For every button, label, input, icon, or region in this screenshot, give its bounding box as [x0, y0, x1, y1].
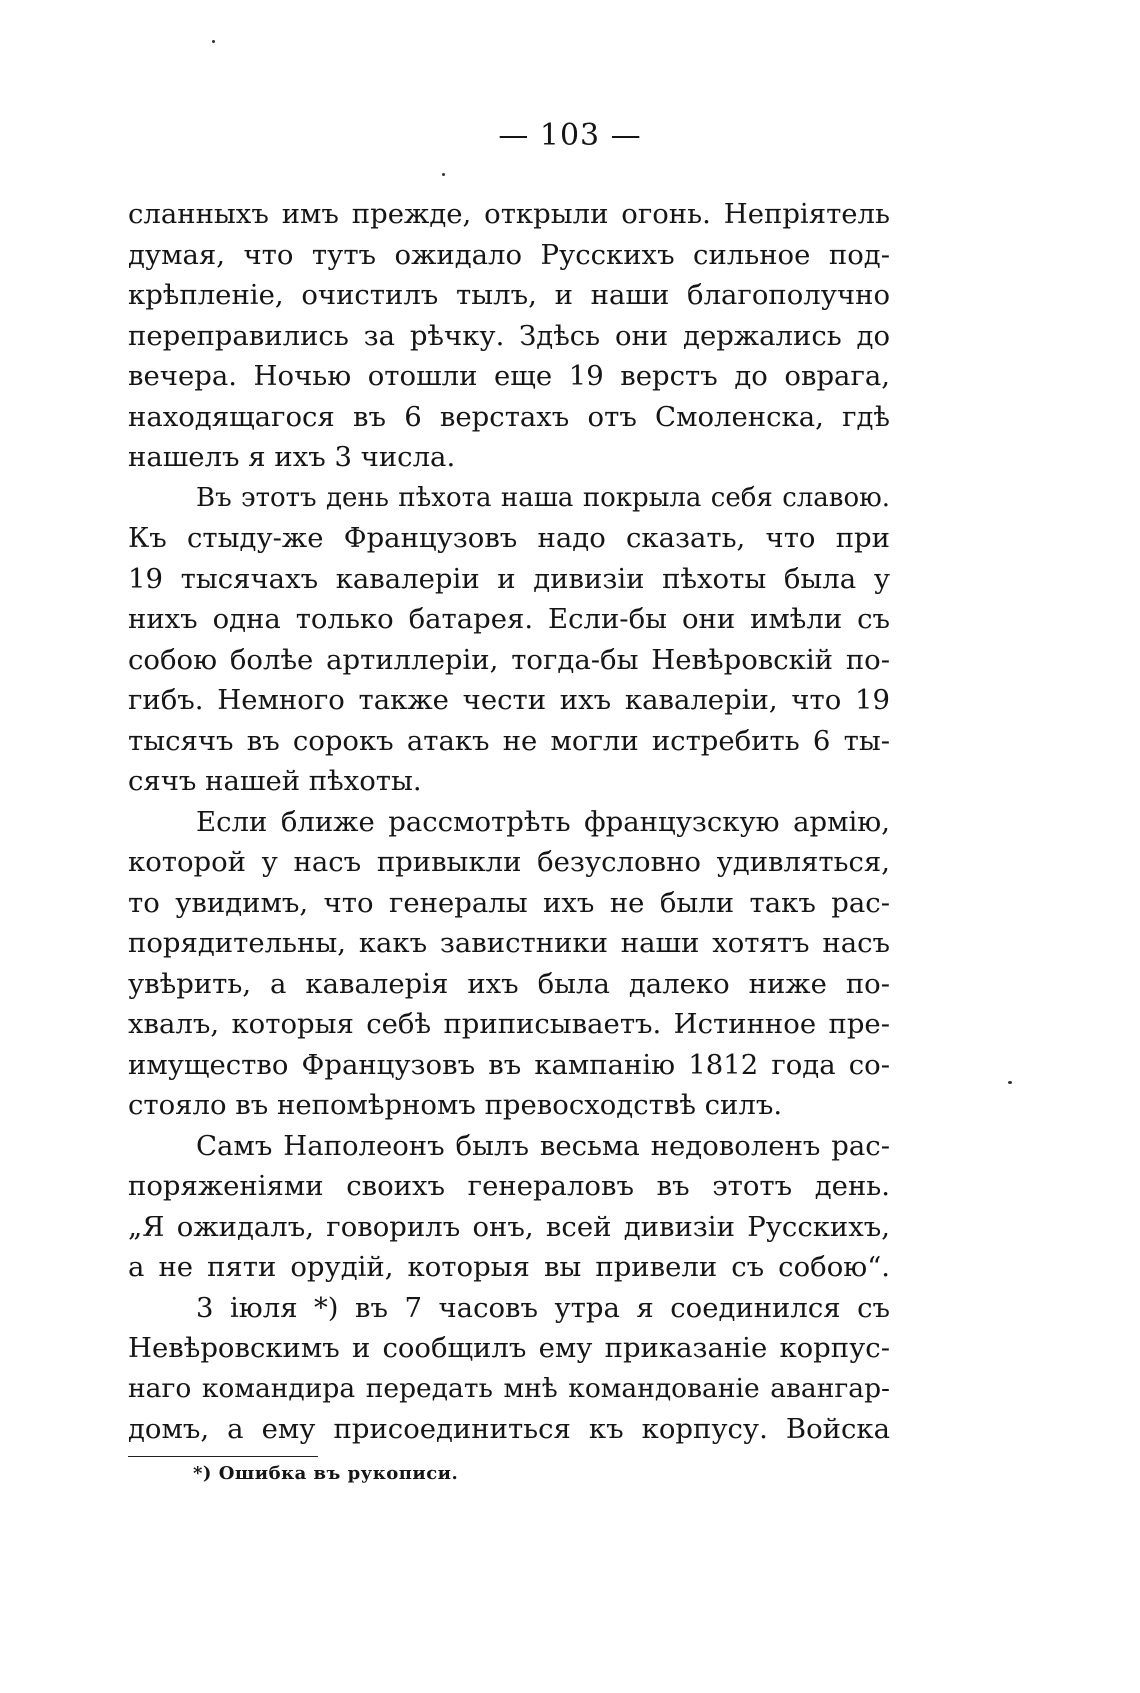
text-line: то увидимъ, что генералы ихъ не были такъ рас-: [128, 886, 890, 919]
scan-speck: [1008, 1081, 1012, 1084]
text-line: увѣрить, а кавалерія ихъ была далеко ниже по-: [128, 967, 890, 1000]
footnote: *) Ошибка въ рукописи.: [193, 1463, 459, 1484]
page-number: — 103 —: [498, 118, 642, 153]
text-line: „Я ожидалъ, говорилъ онъ, всей дивизіи Русскихъ,: [128, 1210, 890, 1243]
text-line: нашелъ я ихъ 3 числа.: [128, 441, 456, 473]
paragraph-first-line: Если ближе рассмотрѣть французскую армію,: [196, 805, 890, 838]
text-line: 19 тысячахъ кавалеріи и дивизіи пѣхоты была у: [128, 562, 890, 595]
text-line: переправились за рѣчку. Здѣсь они держались до: [128, 319, 890, 352]
text-line: стояло въ непомѣрномъ превосходствѣ силъ.: [128, 1089, 783, 1121]
text-line: гибъ. Немного также чести ихъ кавалеріи, что 19: [128, 684, 890, 716]
text-line: Невѣровскимъ и сообщилъ ему приказаніе корпус-: [128, 1332, 890, 1364]
text-line: крѣпленіе, очистилъ тылъ, и наши благополучно: [128, 279, 890, 311]
text-line: сланныхъ имъ прежде, открыли огонь. Непріятель: [128, 198, 890, 230]
text-line: поряженіями своихъ генераловъ въ этотъ день.: [128, 1170, 890, 1202]
text-line: сячъ нашей пѣхоты.: [128, 765, 422, 797]
paragraph-first-line: Въ этотъ день пѣхота наша покрыла себя славою.: [196, 482, 890, 513]
scan-speck: [212, 40, 215, 43]
text-line: тысячъ въ сорокъ атакъ не могли истребить 6 ты-: [128, 724, 890, 757]
paragraph-first-line: Самъ Наполеонъ былъ весьма недоволенъ рас-: [196, 1129, 890, 1162]
text-line: а не пяти орудій, которыя вы привели съ собою“.: [128, 1251, 890, 1283]
text-line: Къ стыду-же Французовъ надо сказать, что при: [128, 522, 890, 554]
footnote-rule: [128, 1456, 318, 1457]
text-line: хвалъ, которыя себѣ приписываетъ. Истинное пре-: [128, 1008, 890, 1040]
paragraph-first-line: 3 іюля *) въ 7 часовъ утра я соединился съ: [196, 1291, 890, 1324]
text-line: которой у насъ привыкли безусловно удивляться,: [128, 846, 890, 878]
scan-speck: [442, 173, 445, 176]
text-line: имущество Французовъ въ кампанію 1812 года со-: [128, 1048, 890, 1081]
text-line: вечера. Ночью отошли еще 19 верстъ до оврага,: [128, 360, 890, 392]
text-line: домъ, а ему присоединиться къ корпусу. Войска: [128, 1413, 890, 1445]
text-line: наго командира передать мнѣ командованіе авангар-: [128, 1372, 890, 1404]
text-line: находящагося въ 6 верстахъ отъ Смоленска, гдѣ: [128, 400, 890, 433]
text-line: порядительны, какъ завистники наши хотятъ насъ: [128, 927, 890, 959]
text-line: думая, что тутъ ожидало Русскихъ сильное под-: [128, 238, 890, 271]
text-line: нихъ одна только батарея. Если-бы они имѣли съ: [128, 603, 890, 635]
text-line: собою болѣе артиллеріи, тогда-бы Невѣровскій по-: [128, 643, 890, 676]
body-text: [128, 194, 890, 1450]
